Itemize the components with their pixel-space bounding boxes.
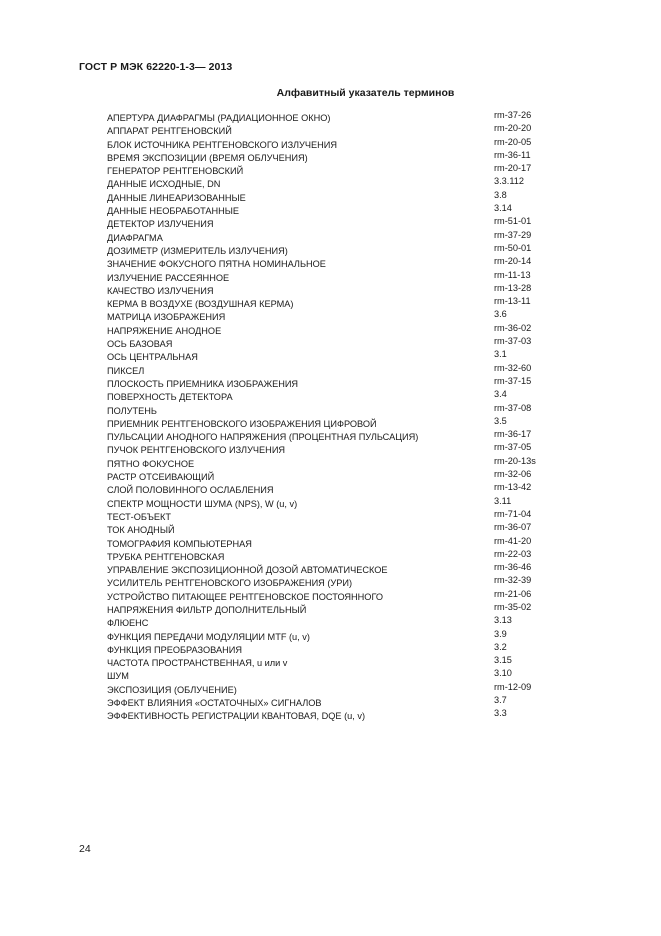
index-entry xyxy=(0,205,661,218)
index-reference: 3.6 xyxy=(494,309,507,320)
index-reference: rm-12-09 xyxy=(494,681,532,692)
index-entry xyxy=(0,362,661,378)
index-entry xyxy=(0,524,661,537)
index-entry xyxy=(0,402,661,418)
index-term: ЧАСТОТА ПРОСТРАНСТВЕННАЯ, u или v xyxy=(107,658,288,669)
index-term: УПРАВЛЕНИЕ ЭКСПОЗИЦИОННОЙ ДОЗОЙ АВТОМАТИЧЕСКОЕ xyxy=(107,565,388,576)
index-term: ФУНКЦИЯ ПЕРЕДАЧИ МОДУЛЯЦИИ MTF (u, v) xyxy=(107,631,310,642)
index-entry xyxy=(0,258,661,271)
index-term: ДАННЫЕ ЛИНЕАРИЗОВАННЫЕ xyxy=(107,192,246,203)
index-entry xyxy=(0,269,661,285)
index-reference: rm-32-39 xyxy=(494,575,532,586)
document-header: ГОСТ Р МЭК 62220-1-3— 2013 xyxy=(79,61,233,73)
index-term: БЛОК ИСТОЧНИКА РЕНТГЕНОВСКОГО ИЗЛУЧЕНИЯ xyxy=(107,139,338,150)
index-reference: rm-36-02 xyxy=(494,322,532,333)
index-entry xyxy=(0,455,661,471)
index-entry xyxy=(0,178,661,191)
index-term: РАСТР ОТСЕИВАЮЩИЙ xyxy=(107,472,215,483)
index-entry xyxy=(0,577,661,590)
index-entry xyxy=(0,189,661,205)
index-term: ПУЛЬСАЦИИ АНОДНОГО НАПРЯЖЕНИЯ (ПРОЦЕНТНАЯ ПУЛЬСАЦИЯ) xyxy=(107,432,419,443)
index-reference: 3.14 xyxy=(494,203,512,214)
index-reference: rm-37-05 xyxy=(494,442,532,453)
index-reference: rm-32-60 xyxy=(494,362,532,373)
index-entry xyxy=(0,471,661,484)
index-entry xyxy=(0,165,661,178)
index-term: НАПРЯЖЕНИЕ АНОДНОЕ xyxy=(107,325,222,336)
index-reference: rm-32-06 xyxy=(494,469,532,480)
index-term: СЛОЙ ПОЛОВИННОГО ОСЛАБЛЕНИЯ xyxy=(107,485,274,496)
index-reference: rm-21-06 xyxy=(494,588,532,599)
index-term: ПЯТНО ФОКУСНОЕ xyxy=(107,458,195,469)
index-reference: rm-35-02 xyxy=(494,601,532,612)
index-reference: rm-41-20 xyxy=(494,535,532,546)
index-entry xyxy=(0,125,661,138)
index-term: ОСЬ ЦЕНТРАЛЬНАЯ xyxy=(107,352,198,363)
index-term: ЭФФЕКТ ВЛИЯНИЯ «ОСТАТОЧНЫХ» СИГНАЛОВ xyxy=(107,698,322,709)
index-term: ДАННЫЕ ИСХОДНЫЕ, DN xyxy=(107,179,221,190)
index-reference: rm-37-03 xyxy=(494,336,532,347)
index-term: ОСЬ БАЗОВАЯ xyxy=(107,339,173,350)
index-term: ДОЗИМЕТР (ИЗМЕРИТЕЛЬ ИЗЛУЧЕНИЯ) xyxy=(107,245,288,256)
index-entry xyxy=(0,444,661,457)
index-entry xyxy=(0,564,661,577)
index-entry xyxy=(0,628,661,644)
index-entry xyxy=(0,242,661,258)
index-entry xyxy=(0,588,661,604)
index-term: ПОВЕРХНОСТЬ ДЕТЕКТОРА xyxy=(107,392,233,403)
index-term: ЭКСПОЗИЦИЯ (ОБЛУЧЕНИЕ) xyxy=(107,684,237,695)
index-entry xyxy=(0,601,661,617)
index-reference: rm-20-17 xyxy=(494,163,532,174)
index-term: ТОМОГРАФИЯ КОМПЬЮТЕРНАЯ xyxy=(107,538,252,549)
index-term: ТОК АНОДНЫЙ xyxy=(107,525,175,536)
index-entry xyxy=(0,415,661,431)
index-reference: 3.3.112 xyxy=(494,176,524,187)
index-entry xyxy=(0,641,661,657)
index-reference: 3.5 xyxy=(494,415,507,426)
index-entry xyxy=(0,391,661,404)
index-entry xyxy=(0,136,661,152)
index-entry xyxy=(0,338,661,351)
index-reference: 3.4 xyxy=(494,389,507,400)
index-entry xyxy=(0,311,661,324)
index-entry xyxy=(0,431,661,444)
index-reference: 3.15 xyxy=(494,655,512,666)
index-term: ПУЧОК РЕНТГЕНОВСКОГО ИЗЛУЧЕНИЯ xyxy=(107,445,286,456)
index-reference: rm-22-03 xyxy=(494,548,532,559)
index-term: ГЕНЕРАТОР РЕНТГЕНОВСКИЙ xyxy=(107,166,244,177)
index-reference: rm-20-20 xyxy=(494,123,532,134)
index-entry xyxy=(0,697,661,710)
index-reference: rm-13-11 xyxy=(494,296,531,307)
index-reference: rm-13-42 xyxy=(494,482,532,493)
index-term: ТЕСТ-ОБЪЕКТ xyxy=(107,511,171,522)
index-term: ИЗЛУЧЕНИЕ РАССЕЯННОЕ xyxy=(107,272,230,283)
index-term: ЭФФЕКТИВНОСТЬ РЕГИСТРАЦИИ КВАНТОВАЯ, DQE (u, v) xyxy=(107,711,366,722)
index-term: АПЕРТУРА ДИАФРАГМЫ (РАДИАЦИОННОЕ ОКНО) xyxy=(107,113,331,123)
index-reference: rm-20-13s xyxy=(494,455,536,466)
index-term: УСИЛИТЕЛЬ РЕНТГЕНОВСКОГО ИЗОБРАЖЕНИЯ (УРИ) xyxy=(107,578,353,589)
index-entry xyxy=(0,229,661,245)
index-entry xyxy=(0,149,661,165)
index-reference: 3.11 xyxy=(494,495,512,506)
index-entry xyxy=(0,681,661,697)
index-reference: 3.2 xyxy=(494,641,507,652)
index-term: ДИАФРАГМА xyxy=(107,232,163,243)
index-reference: 3.1 xyxy=(494,349,507,360)
index-reference: 3.9 xyxy=(494,628,507,639)
index-entry xyxy=(0,495,661,511)
index-term: ШУМ xyxy=(107,671,129,682)
index-reference: rm-11-13 xyxy=(494,269,531,280)
index-reference: 3.3 xyxy=(494,708,507,719)
index-entry xyxy=(0,710,661,723)
index-entry xyxy=(0,375,661,391)
index-term: ВРЕМЯ ЭКСПОЗИЦИИ (ВРЕМЯ ОБЛУЧЕНИЯ) xyxy=(107,152,308,163)
index-reference: rm-36-17 xyxy=(494,429,532,440)
index-entry xyxy=(0,484,661,497)
index-reference: rm-71-04 xyxy=(494,508,532,519)
terms-index xyxy=(0,112,661,724)
index-term: ПРИЕМНИК РЕНТГЕНОВСКОГО ИЗОБРАЖЕНИЯ ЦИФРОВОЙ xyxy=(107,418,377,429)
index-entry xyxy=(0,322,661,338)
index-reference: 3.8 xyxy=(494,189,507,200)
index-term: ЗНАЧЕНИЕ ФОКУСНОГО ПЯТНА НОМИНАЛЬНОЕ xyxy=(107,259,326,270)
index-term: ДАННЫЕ НЕОБРАБОТАННЫЕ xyxy=(107,206,240,217)
index-reference: rm-13-28 xyxy=(494,282,532,293)
page-number: 24 xyxy=(79,843,91,855)
index-term: СПЕКТР МОЩНОСТИ ШУМА (NPS), W (u, v) xyxy=(107,498,298,509)
index-term: МАТРИЦА ИЗОБРАЖЕНИЯ xyxy=(107,312,226,323)
index-entry xyxy=(0,351,661,364)
index-term: АППАРАТ РЕНТГЕНОВСКИЙ xyxy=(107,126,232,137)
index-term: ПЛОСКОСТЬ ПРИЕМНИКА ИЗОБРАЖЕНИЯ xyxy=(107,378,299,389)
index-reference: rm-37-15 xyxy=(494,375,532,386)
index-reference: 3.10 xyxy=(494,668,512,679)
index-term: ДЕТЕКТОР ИЗЛУЧЕНИЯ xyxy=(107,219,214,230)
index-entry xyxy=(0,112,661,125)
index-title: Алфавитный указатель терминов xyxy=(276,87,455,99)
index-reference: 3.7 xyxy=(494,695,507,706)
index-entry xyxy=(0,218,661,231)
index-entry xyxy=(0,535,661,551)
index-entry xyxy=(0,617,661,630)
index-reference: rm-20-14 xyxy=(494,256,532,267)
index-term: ФЛЮЕНС xyxy=(107,618,149,629)
index-reference: rm-36-07 xyxy=(494,522,532,533)
index-entry xyxy=(0,548,661,564)
index-entry xyxy=(0,298,661,311)
index-term: НАПРЯЖЕНИЯ ФИЛЬТР ДОПОЛНИТЕЛЬНЫЙ xyxy=(107,604,307,615)
index-term: ПОЛУТЕНЬ xyxy=(107,405,157,416)
index-entry xyxy=(0,508,661,524)
index-reference: rm-51-01 xyxy=(494,216,532,227)
index-term: ТРУБКА РЕНТГЕНОВСКАЯ xyxy=(107,551,225,562)
index-reference: rm-37-26 xyxy=(494,110,532,120)
index-reference: rm-50-01 xyxy=(494,242,532,253)
index-term: ФУНКЦИЯ ПРЕОБРАЗОВАНИЯ xyxy=(107,644,242,655)
index-reference: 3.13 xyxy=(494,615,512,626)
index-term: КАЧЕСТВО ИЗЛУЧЕНИЯ xyxy=(107,285,214,296)
index-entry xyxy=(0,657,661,670)
index-term: УСТРОЙСТВО ПИТАЮЩЕЕ РЕНТГЕНОВСКОЕ ПОСТОЯННОГО xyxy=(107,591,384,602)
index-term: ПИКСЕЛ xyxy=(107,365,145,376)
index-reference: rm-20-05 xyxy=(494,136,532,147)
index-entry xyxy=(0,670,661,683)
index-entry xyxy=(0,282,661,298)
index-term: КЕРМА В ВОЗДУХЕ (ВОЗДУШНАЯ КЕРМА) xyxy=(107,299,294,310)
index-reference: rm-36-11 xyxy=(494,149,531,160)
index-reference: rm-37-29 xyxy=(494,229,532,240)
index-reference: rm-36-46 xyxy=(494,562,532,573)
index-reference: rm-37-08 xyxy=(494,402,532,413)
